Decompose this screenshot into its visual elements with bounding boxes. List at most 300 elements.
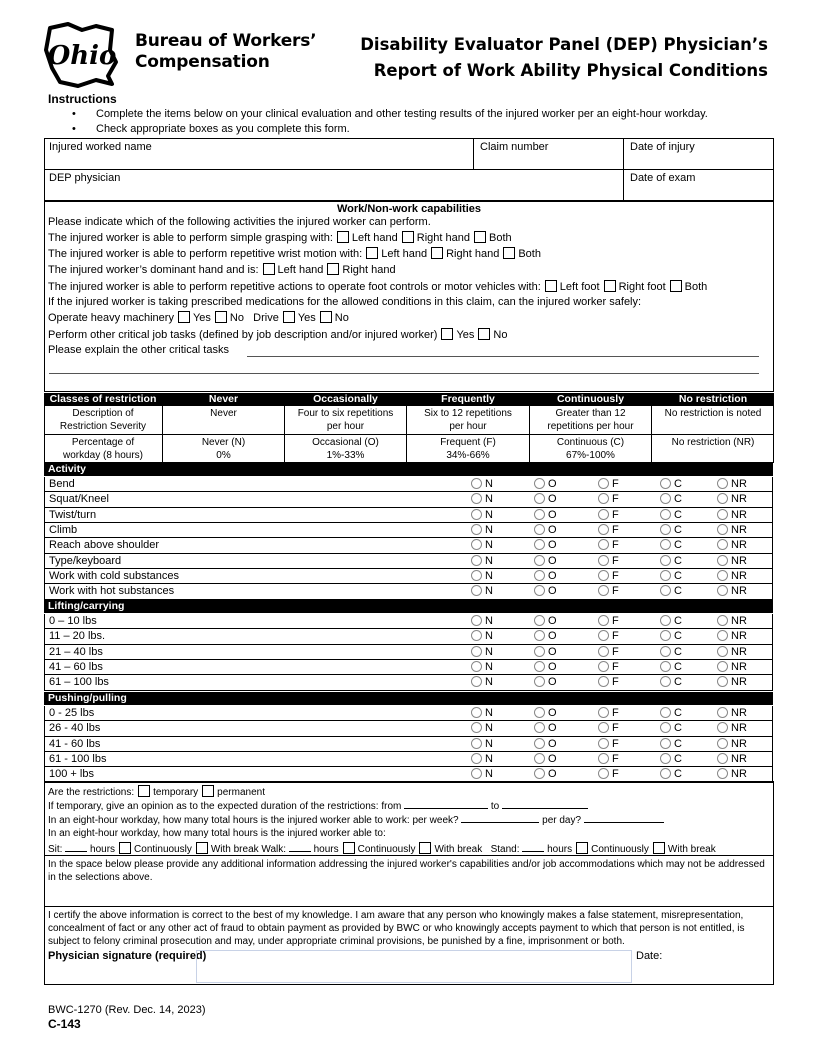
radio-circle-icon[interactable] <box>660 555 671 566</box>
radio-circle-icon[interactable] <box>471 570 482 581</box>
claim-number-field[interactable]: Claim number <box>480 141 549 153</box>
signature-field[interactable] <box>196 950 632 983</box>
grasping-question: The injured worker is able to perform simple grasping with: Left hand Right hand Both <box>48 232 512 244</box>
table-cell: No restriction (NR) <box>671 437 755 448</box>
radio-circle-icon[interactable] <box>471 585 482 596</box>
radio-circle-icon[interactable] <box>660 753 671 764</box>
radio-label: N <box>485 707 493 719</box>
radio-circle-icon[interactable] <box>717 570 728 581</box>
radio-option[interactable] <box>534 555 557 567</box>
radio-label: C <box>674 768 682 781</box>
radio-circle-icon[interactable] <box>598 661 609 672</box>
checkbox[interactable] <box>431 247 443 259</box>
radio-label: O <box>548 493 557 506</box>
additional-info-field[interactable] <box>46 886 772 906</box>
stand-hours-field[interactable] <box>522 851 544 852</box>
radio-circle-icon[interactable] <box>660 478 671 489</box>
radio-circle-icon[interactable] <box>717 493 728 504</box>
radio-circle-icon[interactable] <box>471 509 482 520</box>
radio-option[interactable] <box>534 524 557 536</box>
radio-option[interactable] <box>598 478 619 490</box>
checkbox[interactable] <box>215 311 227 323</box>
radio-label: N <box>485 753 493 766</box>
radio-option[interactable] <box>534 707 557 719</box>
radio-circle-icon[interactable] <box>717 630 728 641</box>
radio-circle-icon[interactable] <box>534 738 545 749</box>
radio-circle-icon[interactable] <box>534 661 545 672</box>
checkbox[interactable] <box>178 311 190 323</box>
radio-circle-icon[interactable] <box>660 615 671 626</box>
wrist-question: The injured worker is able to perform repetitive wrist motion with: Left hand Right hand Both <box>48 248 541 260</box>
medication-question: If the injured worker is taking prescribed medications for the allowed conditions in this claim, can the injured worker safely: <box>48 296 642 308</box>
radio-circle-icon[interactable] <box>534 707 545 718</box>
table-row <box>44 752 773 767</box>
radio-option[interactable] <box>534 615 557 627</box>
radio-label: C <box>674 737 682 750</box>
radio-option[interactable] <box>534 676 557 688</box>
radio-circle-icon[interactable] <box>471 539 482 550</box>
radio-label: NR <box>731 722 747 735</box>
radio-label: C <box>674 539 682 552</box>
radio-circle-icon[interactable] <box>717 646 728 657</box>
radio-label: C <box>674 661 682 674</box>
radio-circle-icon[interactable] <box>660 768 671 779</box>
radio-option[interactable] <box>660 493 682 505</box>
radio-circle-icon[interactable] <box>471 646 482 657</box>
radio-circle-icon[interactable] <box>660 707 671 718</box>
radio-circle-icon[interactable] <box>717 707 728 718</box>
checkbox[interactable] <box>320 311 332 323</box>
radio-label: NR <box>731 615 747 627</box>
radio-circle-icon[interactable] <box>717 676 728 687</box>
radio-label: N <box>485 768 493 781</box>
radio-option[interactable] <box>717 646 747 658</box>
radio-option[interactable] <box>717 722 747 734</box>
table-row <box>44 508 773 523</box>
radio-option[interactable] <box>660 478 682 490</box>
radio-option[interactable] <box>471 630 493 642</box>
radio-option[interactable] <box>471 768 493 780</box>
radio-circle-icon[interactable] <box>598 478 609 489</box>
radio-option[interactable] <box>471 478 493 490</box>
checkbox[interactable] <box>283 311 295 323</box>
radio-label: NR <box>731 478 747 490</box>
radio-option[interactable] <box>660 768 682 780</box>
table-cell: Never <box>210 408 237 419</box>
worker-name-field[interactable]: Injured worked name <box>49 141 152 153</box>
radio-option[interactable] <box>717 493 747 505</box>
radio-circle-icon[interactable] <box>471 555 482 566</box>
radio-option[interactable] <box>471 753 493 765</box>
radio-option[interactable] <box>471 707 493 719</box>
radio-option[interactable] <box>534 509 557 521</box>
radio-option[interactable] <box>660 539 682 551</box>
row-label: Climb <box>49 524 78 537</box>
radio-label: C <box>674 554 682 567</box>
radio-option[interactable] <box>717 478 747 490</box>
radio-circle-icon[interactable] <box>471 524 482 535</box>
radio-option[interactable] <box>471 661 493 673</box>
radio-circle-icon[interactable] <box>598 722 609 733</box>
radio-option[interactable] <box>660 646 682 658</box>
radio-circle-icon[interactable] <box>471 753 482 764</box>
radio-circle-icon[interactable] <box>660 539 671 550</box>
radio-label: N <box>485 737 493 750</box>
sit-walk-stand-row: Sit: hours Continuously With break Walk: hours Continuously With break Stand: hours Continuously With break <box>48 844 716 855</box>
checkbox[interactable] <box>441 328 453 340</box>
radio-label: O <box>548 661 557 674</box>
radio-circle-icon[interactable] <box>534 524 545 535</box>
radio-label: C <box>674 753 682 766</box>
radio-option[interactable] <box>471 646 493 658</box>
radio-option[interactable] <box>471 524 493 536</box>
radio-circle-icon[interactable] <box>534 509 545 520</box>
radio-option[interactable] <box>534 646 557 658</box>
radio-circle-icon[interactable] <box>660 661 671 672</box>
radio-option[interactable] <box>717 738 747 750</box>
radio-option[interactable] <box>660 509 682 521</box>
checkbox[interactable] <box>419 842 431 854</box>
radio-option[interactable] <box>660 615 682 627</box>
radio-circle-icon[interactable] <box>717 768 728 779</box>
radio-option[interactable] <box>660 661 682 673</box>
certification-text: I certify the above information is correct to the best of my knowledge. I am aware that any person who knowingly makes a false statement, misrepresentation, concealment of fact or any other act of fraud to obtain payment as provided by BWC or who knowingly accepts payment to which that person is not entitled, is subject to felony criminal prosecution and may, under appropriate criminal provisions, be punished by a fine, imprisonment or both. <box>48 910 745 947</box>
explain-line[interactable] <box>49 373 759 374</box>
radio-label: O <box>548 585 557 598</box>
radio-option[interactable] <box>471 722 493 734</box>
radio-option[interactable] <box>660 524 682 536</box>
radio-label: C <box>674 630 682 643</box>
radio-option[interactable] <box>534 738 557 750</box>
radio-circle-icon[interactable] <box>471 676 482 687</box>
radio-label: F <box>612 554 619 567</box>
explain-line[interactable] <box>247 356 759 357</box>
radio-circle-icon[interactable] <box>717 585 728 596</box>
radio-circle-icon[interactable] <box>598 555 609 566</box>
radio-label: O <box>548 768 557 781</box>
radio-circle-icon[interactable] <box>717 753 728 764</box>
table-row <box>44 523 773 538</box>
radio-label: F <box>612 676 619 689</box>
table-header: Never <box>163 393 284 406</box>
radio-option[interactable] <box>717 615 747 627</box>
radio-circle-icon[interactable] <box>660 509 671 520</box>
radio-option[interactable] <box>471 676 493 688</box>
checkbox[interactable] <box>474 231 486 243</box>
radio-option[interactable] <box>598 753 619 765</box>
radio-option[interactable] <box>598 555 619 567</box>
radio-option[interactable] <box>717 539 747 551</box>
capabilities-intro: Please indicate which of the following activities the injured worker can perform. <box>48 216 431 228</box>
radio-circle-icon[interactable] <box>534 539 545 550</box>
radio-option[interactable] <box>598 585 619 597</box>
checkbox[interactable] <box>604 280 616 292</box>
radio-circle-icon[interactable] <box>598 738 609 749</box>
form-title-line1: Disability Evaluator Panel (DEP) Physician’s <box>360 35 768 54</box>
radio-option[interactable] <box>660 707 682 719</box>
radio-circle-icon[interactable] <box>598 570 609 581</box>
radio-circle-icon[interactable] <box>717 524 728 535</box>
radio-circle-icon[interactable] <box>660 722 671 733</box>
radio-circle-icon[interactable] <box>717 509 728 520</box>
row-label: 41 – 60 lbs <box>49 661 103 674</box>
to-field[interactable] <box>502 808 588 809</box>
radio-circle-icon[interactable] <box>717 555 728 566</box>
radio-option[interactable] <box>717 524 747 536</box>
radio-option[interactable] <box>534 630 557 642</box>
checkbox[interactable] <box>545 280 557 292</box>
checkbox[interactable] <box>327 263 339 275</box>
dep-physician-field[interactable]: DEP physician <box>49 172 121 184</box>
radio-option[interactable] <box>598 509 619 521</box>
radio-option[interactable] <box>598 524 619 536</box>
radio-circle-icon[interactable] <box>717 539 728 550</box>
radio-option[interactable] <box>598 722 619 734</box>
radio-circle-icon[interactable] <box>717 478 728 489</box>
radio-label: O <box>548 645 557 658</box>
radio-label: NR <box>731 768 747 781</box>
radio-circle-icon[interactable] <box>660 585 671 596</box>
radio-label: F <box>612 722 619 735</box>
checkbox[interactable] <box>202 785 214 797</box>
radio-circle-icon[interactable] <box>717 661 728 672</box>
radio-circle-icon[interactable] <box>471 493 482 504</box>
radio-circle-icon[interactable] <box>598 768 609 779</box>
checkbox[interactable] <box>119 842 131 854</box>
radio-option[interactable] <box>598 738 619 750</box>
radio-label: C <box>674 585 682 598</box>
radio-option[interactable] <box>534 539 557 551</box>
radio-option[interactable] <box>717 509 747 521</box>
radio-option[interactable] <box>598 676 619 688</box>
radio-circle-icon[interactable] <box>660 493 671 504</box>
radio-label: F <box>612 753 619 766</box>
radio-option[interactable] <box>717 753 747 765</box>
radio-option[interactable] <box>660 722 682 734</box>
radio-label: O <box>548 478 557 490</box>
radio-circle-icon[interactable] <box>471 661 482 672</box>
checkbox[interactable] <box>138 785 150 797</box>
radio-option[interactable] <box>717 768 747 780</box>
radio-option[interactable] <box>471 570 493 582</box>
radio-circle-icon[interactable] <box>534 478 545 489</box>
radio-option[interactable] <box>534 493 557 505</box>
checkbox[interactable] <box>402 231 414 243</box>
radio-option[interactable] <box>598 615 619 627</box>
radio-circle-icon[interactable] <box>534 646 545 657</box>
radio-option[interactable] <box>598 646 619 658</box>
radio-circle-icon[interactable] <box>534 768 545 779</box>
radio-circle-icon[interactable] <box>471 738 482 749</box>
radio-circle-icon[interactable] <box>534 570 545 581</box>
radio-circle-icon[interactable] <box>471 615 482 626</box>
checkbox[interactable] <box>337 231 349 243</box>
date-of-exam-field[interactable]: Date of exam <box>630 172 696 184</box>
radio-circle-icon[interactable] <box>717 722 728 733</box>
radio-label: NR <box>731 570 747 583</box>
radio-circle-icon[interactable] <box>660 738 671 749</box>
sit-hours-field[interactable] <box>65 851 87 852</box>
radio-circle-icon[interactable] <box>534 615 545 626</box>
radio-circle-icon[interactable] <box>598 585 609 596</box>
radio-option[interactable] <box>598 493 619 505</box>
radio-circle-icon[interactable] <box>717 738 728 749</box>
radio-label: NR <box>731 539 747 552</box>
radio-option[interactable] <box>717 676 747 688</box>
radio-circle-icon[interactable] <box>534 630 545 641</box>
radio-option[interactable] <box>598 630 619 642</box>
checkbox[interactable] <box>263 263 275 275</box>
checkbox[interactable] <box>343 842 355 854</box>
radio-option[interactable] <box>471 738 493 750</box>
instruction-item: • Complete the items below on your clinical evaluation and other testing results of the injured worker per an eight-hour workday. <box>72 108 708 120</box>
radio-option[interactable] <box>598 768 619 780</box>
radio-option[interactable] <box>598 539 619 551</box>
checkbox[interactable] <box>576 842 588 854</box>
radio-label: NR <box>731 737 747 750</box>
table-row <box>44 629 773 644</box>
radio-circle-icon[interactable] <box>598 539 609 550</box>
radio-option[interactable] <box>717 555 747 567</box>
table-row <box>44 584 773 599</box>
radio-label: NR <box>731 661 747 674</box>
radio-option[interactable] <box>660 676 682 688</box>
table-row <box>44 554 773 569</box>
radio-circle-icon[interactable] <box>598 707 609 718</box>
capabilities-title: Work/Non-work capabilities <box>336 203 482 215</box>
radio-label: F <box>612 539 619 552</box>
radio-circle-icon[interactable] <box>471 478 482 489</box>
radio-option[interactable] <box>471 555 493 567</box>
radio-option[interactable] <box>471 585 493 597</box>
ohio-logo <box>38 20 126 90</box>
checkbox[interactable] <box>196 842 208 854</box>
radio-label: O <box>548 753 557 766</box>
radio-option[interactable] <box>660 738 682 750</box>
radio-circle-icon[interactable] <box>471 722 482 733</box>
table-row <box>44 737 773 752</box>
radio-option[interactable] <box>660 630 682 642</box>
radio-option[interactable] <box>717 707 747 719</box>
radio-circle-icon[interactable] <box>534 722 545 733</box>
per-week-field[interactable] <box>461 822 539 823</box>
radio-circle-icon[interactable] <box>717 615 728 626</box>
radio-circle-icon[interactable] <box>534 585 545 596</box>
machinery-question: Operate heavy machinery Yes No Drive Yes No <box>48 312 349 324</box>
radio-option[interactable] <box>598 570 619 582</box>
additional-info-label: In the space below please provide any additional information addressing the injured worker's capabilities and/or job accommodations which may not be addressed in the selections above. <box>48 859 765 883</box>
radio-label: N <box>485 676 493 689</box>
radio-option[interactable] <box>717 661 747 673</box>
radio-label: C <box>674 722 682 735</box>
radio-option[interactable] <box>534 570 557 582</box>
radio-option[interactable] <box>717 570 747 582</box>
radio-option[interactable] <box>598 707 619 719</box>
checkbox[interactable] <box>503 247 515 259</box>
from-field[interactable] <box>404 808 488 809</box>
radio-circle-icon[interactable] <box>598 509 609 520</box>
radio-circle-icon[interactable] <box>534 753 545 764</box>
radio-label: N <box>485 585 493 598</box>
table-row <box>44 614 773 629</box>
row-label: Work with cold substances <box>49 570 180 583</box>
radio-option[interactable] <box>534 768 557 780</box>
radio-circle-icon[interactable] <box>598 524 609 535</box>
walk-hours-field[interactable] <box>289 851 311 852</box>
date-of-injury-field[interactable]: Date of injury <box>630 141 695 153</box>
form-title-line2: Report of Work Ability Physical Conditions <box>373 61 768 80</box>
radio-option[interactable] <box>534 661 557 673</box>
radio-circle-icon[interactable] <box>660 676 671 687</box>
radio-option[interactable] <box>660 585 682 597</box>
checkbox[interactable] <box>653 842 665 854</box>
radio-option[interactable] <box>660 570 682 582</box>
radio-label: C <box>674 570 682 583</box>
radio-option[interactable] <box>660 555 682 567</box>
table-row <box>44 569 773 584</box>
radio-option[interactable] <box>471 539 493 551</box>
radio-circle-icon[interactable] <box>598 493 609 504</box>
radio-option[interactable] <box>598 661 619 673</box>
radio-option[interactable] <box>717 585 747 597</box>
radio-label: N <box>485 493 493 506</box>
radio-option[interactable] <box>471 493 493 505</box>
radio-circle-icon[interactable] <box>660 570 671 581</box>
radio-circle-icon[interactable] <box>471 768 482 779</box>
per-day-field[interactable] <box>584 822 664 823</box>
radio-option[interactable] <box>717 630 747 642</box>
radio-label: NR <box>731 493 747 506</box>
radio-label: NR <box>731 630 747 643</box>
table-cell: Occasional (O) 1%-33% <box>312 437 379 461</box>
radio-circle-icon[interactable] <box>534 555 545 566</box>
radio-circle-icon[interactable] <box>598 753 609 764</box>
radio-option[interactable] <box>534 753 557 765</box>
row-label: 41 - 60 lbs <box>49 737 101 750</box>
radio-circle-icon[interactable] <box>471 707 482 718</box>
radio-option[interactable] <box>534 585 557 597</box>
checkbox[interactable] <box>366 247 378 259</box>
restriction-type-question: Are the restrictions: temporary permanent <box>48 787 265 798</box>
checkbox[interactable] <box>478 328 490 340</box>
instructions-heading: Instructions <box>48 92 117 106</box>
radio-circle-icon[interactable] <box>598 630 609 641</box>
radio-circle-icon[interactable] <box>660 630 671 641</box>
radio-option[interactable] <box>534 722 557 734</box>
radio-circle-icon[interactable] <box>660 524 671 535</box>
radio-circle-icon[interactable] <box>598 676 609 687</box>
section-header: Pushing/pulling <box>44 692 773 705</box>
radio-label: O <box>548 630 557 643</box>
radio-option[interactable] <box>660 753 682 765</box>
radio-label: F <box>612 645 619 658</box>
checkbox[interactable] <box>670 280 682 292</box>
radio-circle-icon[interactable] <box>660 646 671 657</box>
radio-option[interactable] <box>471 509 493 521</box>
radio-label: F <box>612 508 619 521</box>
radio-circle-icon[interactable] <box>534 676 545 687</box>
table-header: Occasionally <box>285 393 406 406</box>
radio-circle-icon[interactable] <box>598 646 609 657</box>
radio-option[interactable] <box>534 478 557 490</box>
table-row <box>44 706 773 721</box>
radio-circle-icon[interactable] <box>534 493 545 504</box>
radio-option[interactable] <box>471 615 493 627</box>
radio-label: F <box>612 737 619 750</box>
row-label: 26 - 40 lbs <box>49 722 101 735</box>
radio-circle-icon[interactable] <box>598 615 609 626</box>
radio-circle-icon[interactable] <box>471 630 482 641</box>
